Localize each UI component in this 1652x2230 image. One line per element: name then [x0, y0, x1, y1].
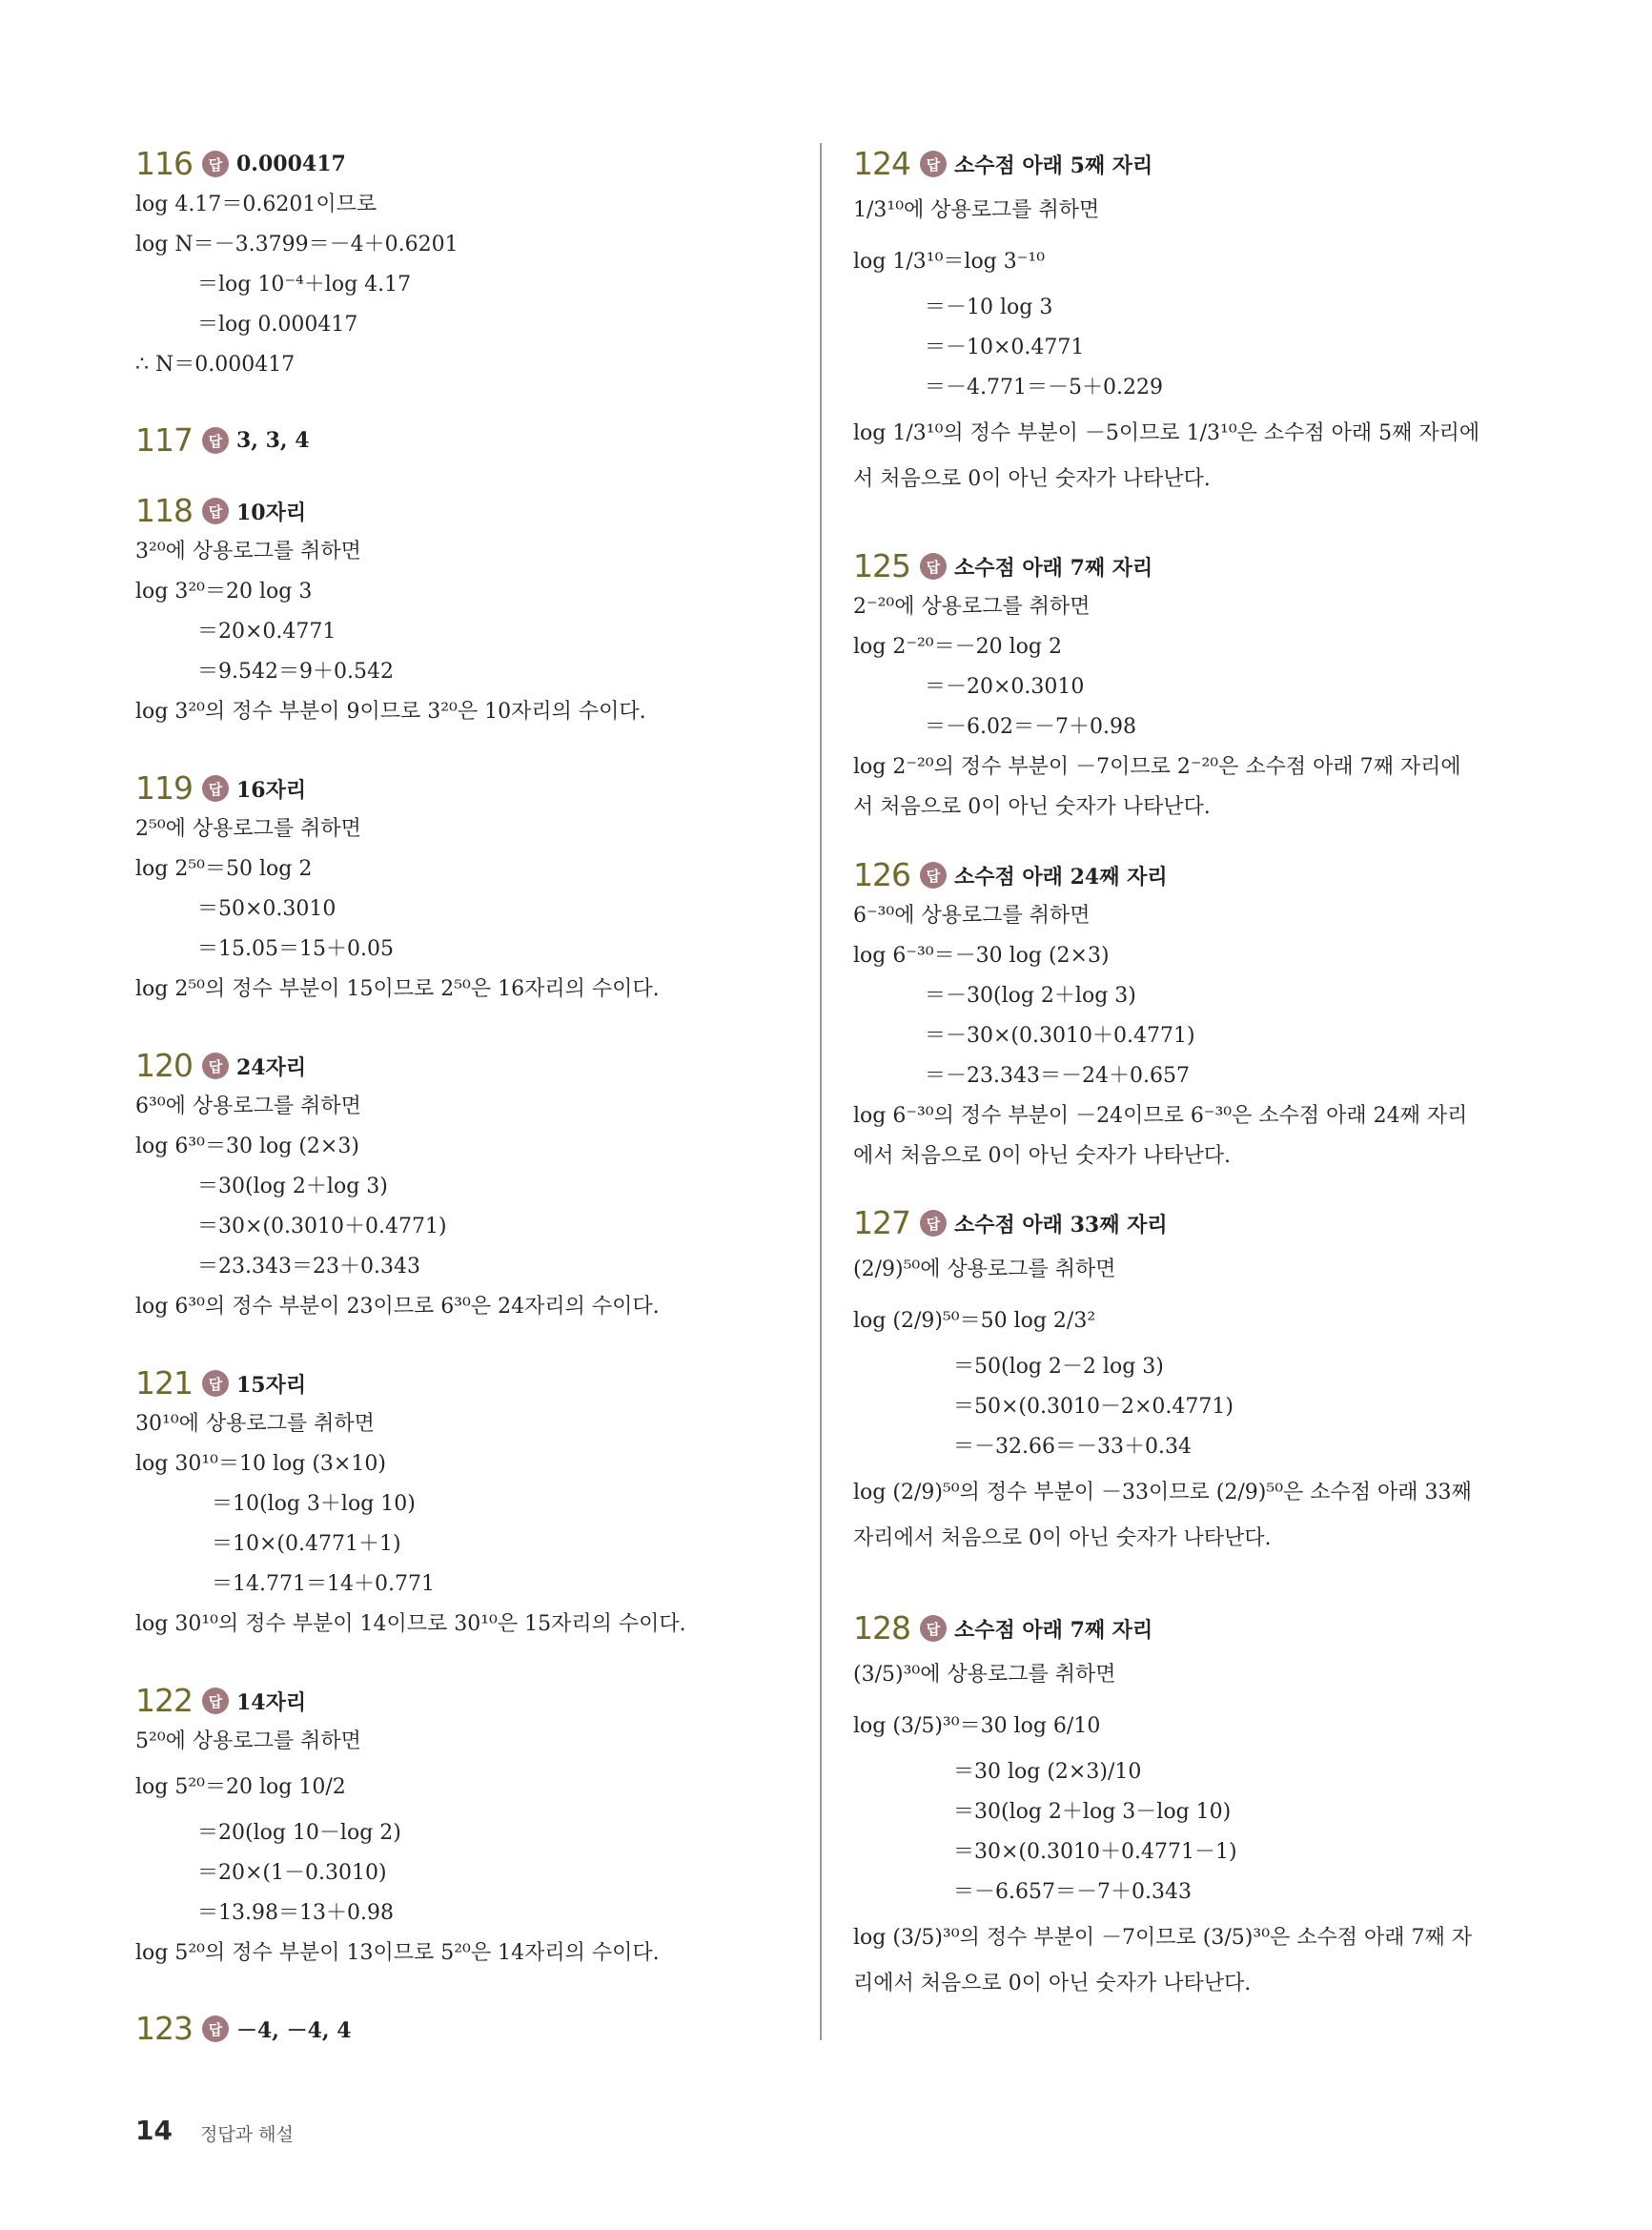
answer: 16자리	[236, 777, 307, 803]
answer-badge-icon: 답	[202, 151, 229, 177]
solution-line: ＝15.05＝15＋0.05	[197, 937, 394, 961]
answer: 소수점 아래 33째 자리	[954, 1212, 1168, 1238]
answer-badge-icon: 답	[920, 862, 947, 889]
solution-line: log 30¹⁰의 정수 부분이 14이므로 30¹⁰은 15자리의 수이다.	[135, 1612, 686, 1636]
solution-line: 에서 처음으로 0이 아닌 숫자가 나타난다.	[853, 1144, 1231, 1168]
answer: 소수점 아래 5째 자리	[954, 153, 1153, 178]
solution-line: ＝50×0.3010	[197, 897, 337, 921]
problem-117	[135, 419, 707, 461]
solution-line: log 2⁵⁰의 정수 부분이 15이므로 2⁵⁰은 16자리의 수이다.	[135, 977, 660, 1001]
solution-line: log 1/3¹⁰의 정수 부분이 －5이므로 1/3¹⁰은 소수점 아래 5째 자리에	[853, 421, 1480, 445]
solution-line: 6³⁰에 상용로그를 취하면	[135, 1095, 361, 1118]
solution-line: ∴ N＝0.000417	[135, 353, 296, 377]
problem-number: 120	[135, 1047, 193, 1084]
problem-120	[135, 1045, 707, 1327]
solution-line: ＝30×(0.3010＋0.4771)	[197, 1215, 447, 1238]
answer: 10자리	[236, 500, 307, 525]
solution-line: 자리에서 처음으로 0이 아닌 숫자가 나타난다.	[853, 1526, 1272, 1550]
solution-line: log (3/5)³⁰의 정수 부분이 －7이므로 (3/5)³⁰은 소수점 아래 7째 자	[853, 1926, 1473, 1950]
problem-header	[135, 143, 707, 185]
problem-number: 116	[135, 145, 193, 182]
problem-123	[135, 2008, 707, 2050]
solution-line: log 3²⁰의 정수 부분이 9이므로 3²⁰은 10자리의 수이다.	[135, 700, 646, 724]
answer-badge-icon: 답	[202, 1053, 229, 1079]
problem-119	[135, 767, 707, 1010]
solution-line: ＝30×(0.3010＋0.4771－1)	[953, 1840, 1237, 1864]
solution-line: ＝10(log 3＋log 10)	[212, 1492, 416, 1516]
problem-number: 122	[135, 1682, 193, 1719]
answer: －4, －4, 4	[236, 2017, 352, 2043]
solution-line: ＝－32.66＝－33＋0.34	[953, 1435, 1192, 1459]
answer: 3, 3, 4	[236, 428, 310, 453]
solution-line: 서 처음으로 0이 아닌 숫자가 나타난다.	[853, 795, 1211, 819]
answer: 15자리	[236, 1372, 307, 1398]
problem-125	[853, 545, 1520, 828]
solution-line: log (3/5)³⁰＝30 log 6/10	[853, 1714, 1101, 1738]
solution-line: log 3²⁰＝20 log 3	[135, 580, 313, 604]
solution-line: log 1/3¹⁰＝log 3⁻¹⁰	[853, 250, 1046, 274]
answer: 소수점 아래 7째 자리	[954, 555, 1153, 581]
answer-badge-icon: 답	[920, 553, 947, 580]
solution-line: log 2⁻²⁰＝－20 log 2	[853, 635, 1062, 659]
problem-number: 123	[135, 2010, 193, 2047]
solution-line: 30¹⁰에 상용로그를 취하면	[135, 1412, 375, 1436]
solution-line: ＝－23.343＝－24＋0.657	[925, 1064, 1190, 1088]
solution-line: ＝50×(0.3010－2×0.4771)	[953, 1395, 1234, 1419]
problem-number: 124	[853, 145, 910, 182]
solution-line: log 6⁻³⁰의 정수 부분이 －24이므로 6⁻³⁰은 소수점 아래 24째 자리	[853, 1104, 1468, 1128]
solution-line: ＝23.343＝23＋0.343	[197, 1255, 420, 1279]
answer-badge-icon: 답	[202, 1688, 229, 1714]
solution-line: ＝－6.02＝－7＋0.98	[925, 715, 1136, 739]
solution-line: 2⁵⁰에 상용로그를 취하면	[135, 817, 361, 841]
answer-badge-icon: 답	[202, 1370, 229, 1397]
answer-badge-icon: 답	[920, 151, 947, 177]
solution-line: log (2/9)⁵⁰의 정수 부분이 －33이므로 (2/9)⁵⁰은 소수점 아래 33째	[853, 1481, 1472, 1504]
problem-127	[853, 1202, 1520, 1559]
solution-line: ＝－10×0.4771	[925, 336, 1085, 359]
answer-badge-icon: 답	[202, 2015, 229, 2042]
solution-line: ＝30 log (2×3)/10	[953, 1760, 1142, 1784]
solution-line: 3²⁰에 상용로그를 취하면	[135, 540, 361, 563]
solution-line: ＝log 10⁻⁴＋log 4.17	[197, 273, 412, 297]
solution-line: ＝30(log 2＋log 3－log 10)	[953, 1800, 1232, 1824]
problem-number: 117	[135, 421, 193, 459]
answer-badge-icon: 답	[202, 775, 229, 802]
solution-line: ＝14.771＝14＋0.771	[212, 1572, 435, 1596]
answer: 소수점 아래 7째 자리	[954, 1617, 1153, 1643]
problem-header	[135, 767, 707, 809]
solution-line: log 6³⁰＝30 log (2×3)	[135, 1135, 359, 1158]
solution-line: 서 처음으로 0이 아닌 숫자가 나타난다.	[853, 467, 1211, 491]
solution-line: log 6³⁰의 정수 부분이 23이므로 6³⁰은 24자리의 수이다.	[135, 1295, 660, 1319]
solution-line: log 4.17＝0.6201이므로	[135, 193, 377, 216]
problem-number: 121	[135, 1364, 193, 1401]
solution-line: ＝30(log 2＋log 3)	[197, 1175, 388, 1198]
problem-number: 118	[135, 492, 193, 529]
problem-124	[853, 143, 1520, 500]
problem-122	[135, 1680, 707, 1974]
solution-line: log N＝－3.3799＝－4＋0.6201	[135, 233, 459, 256]
column-divider	[820, 143, 822, 2040]
problem-number: 126	[853, 856, 910, 893]
problem-header	[135, 2008, 707, 2050]
problem-128	[853, 1607, 1520, 2004]
answer: 소수점 아래 24째 자리	[954, 864, 1168, 890]
problem-header	[135, 1045, 707, 1087]
problem-header	[853, 1202, 1520, 1244]
solution-line: log 30¹⁰＝10 log (3×10)	[135, 1452, 386, 1476]
problem-number: 119	[135, 769, 193, 807]
solution-line: ＝10×(0.4771＋1)	[212, 1532, 401, 1556]
answer-badge-icon: 답	[920, 1615, 947, 1642]
problem-number: 125	[853, 547, 910, 584]
answer: 14자리	[236, 1689, 307, 1715]
solution-line: 5²⁰에 상용로그를 취하면	[135, 1729, 361, 1753]
solution-line: (3/5)³⁰에 상용로그를 취하면	[853, 1663, 1116, 1687]
solution-line: log 2⁵⁰＝50 log 2	[135, 857, 313, 881]
solution-line: log 5²⁰의 정수 부분이 13이므로 5²⁰은 14자리의 수이다.	[135, 1941, 660, 1965]
solution-line: log 5²⁰＝20 log 10/2	[135, 1775, 346, 1799]
solution-line: ＝20×(1－0.3010)	[197, 1861, 387, 1885]
solution-line: log 2⁻²⁰의 정수 부분이 －7이므로 2⁻²⁰은 소수점 아래 7째 자리에	[853, 755, 1461, 779]
solution-line: ＝9.542＝9＋0.542	[197, 660, 394, 684]
solution-line: (2/9)⁵⁰에 상용로그를 취하면	[853, 1258, 1116, 1281]
footer-label: 정답과 해설	[200, 2124, 294, 2145]
problem-121	[135, 1362, 707, 1645]
problem-header	[853, 1607, 1520, 1649]
problem-126	[853, 854, 1520, 1176]
problem-header	[135, 1680, 707, 1722]
answer-badge-icon: 답	[920, 1210, 947, 1237]
solution-line: log (2/9)⁵⁰＝50 log 2/3²	[853, 1309, 1096, 1333]
solution-line: 1/3¹⁰에 상용로그를 취하면	[853, 198, 1100, 222]
page-number: 14	[135, 2115, 173, 2146]
problem-header	[135, 419, 707, 461]
solution-line: log 6⁻³⁰＝－30 log (2×3)	[853, 944, 1110, 968]
solution-line: ＝13.98＝13＋0.98	[197, 1901, 394, 1925]
solution-line: ＝－20×0.3010	[925, 675, 1085, 699]
problem-116	[135, 143, 707, 385]
solution-line: ＝－30×(0.3010＋0.4771)	[925, 1024, 1195, 1048]
answer: 0.000417	[236, 152, 346, 176]
problem-number: 127	[853, 1204, 910, 1241]
problem-header	[853, 143, 1520, 185]
problem-118	[135, 490, 707, 732]
problem-header	[853, 545, 1520, 587]
answer-badge-icon: 답	[202, 498, 229, 524]
solution-line: ＝－30(log 2＋log 3)	[925, 984, 1136, 1008]
solution-line: ＝log 0.000417	[197, 313, 358, 337]
solution-line: ＝20(log 10－log 2)	[197, 1821, 401, 1845]
solution-line: ＝50(log 2－2 log 3)	[953, 1355, 1164, 1379]
problem-header	[135, 490, 707, 532]
solution-line: ＝－6.657＝－7＋0.343	[953, 1880, 1192, 1904]
solution-line: ＝－10 log 3	[925, 296, 1053, 319]
problem-header	[853, 854, 1520, 896]
answer: 24자리	[236, 1054, 307, 1080]
problem-number: 128	[853, 1609, 910, 1647]
solution-line: 6⁻³⁰에 상용로그를 취하면	[853, 904, 1091, 928]
solution-line: 2⁻²⁰에 상용로그를 취하면	[853, 595, 1091, 619]
solution-line: 리에서 처음으로 0이 아닌 숫자가 나타난다.	[853, 1972, 1252, 1995]
solution-line: ＝20×0.4771	[197, 620, 337, 644]
problem-header	[135, 1362, 707, 1404]
solution-line: ＝－4.771＝－5＋0.229	[925, 376, 1163, 399]
answer-badge-icon: 답	[202, 427, 229, 454]
